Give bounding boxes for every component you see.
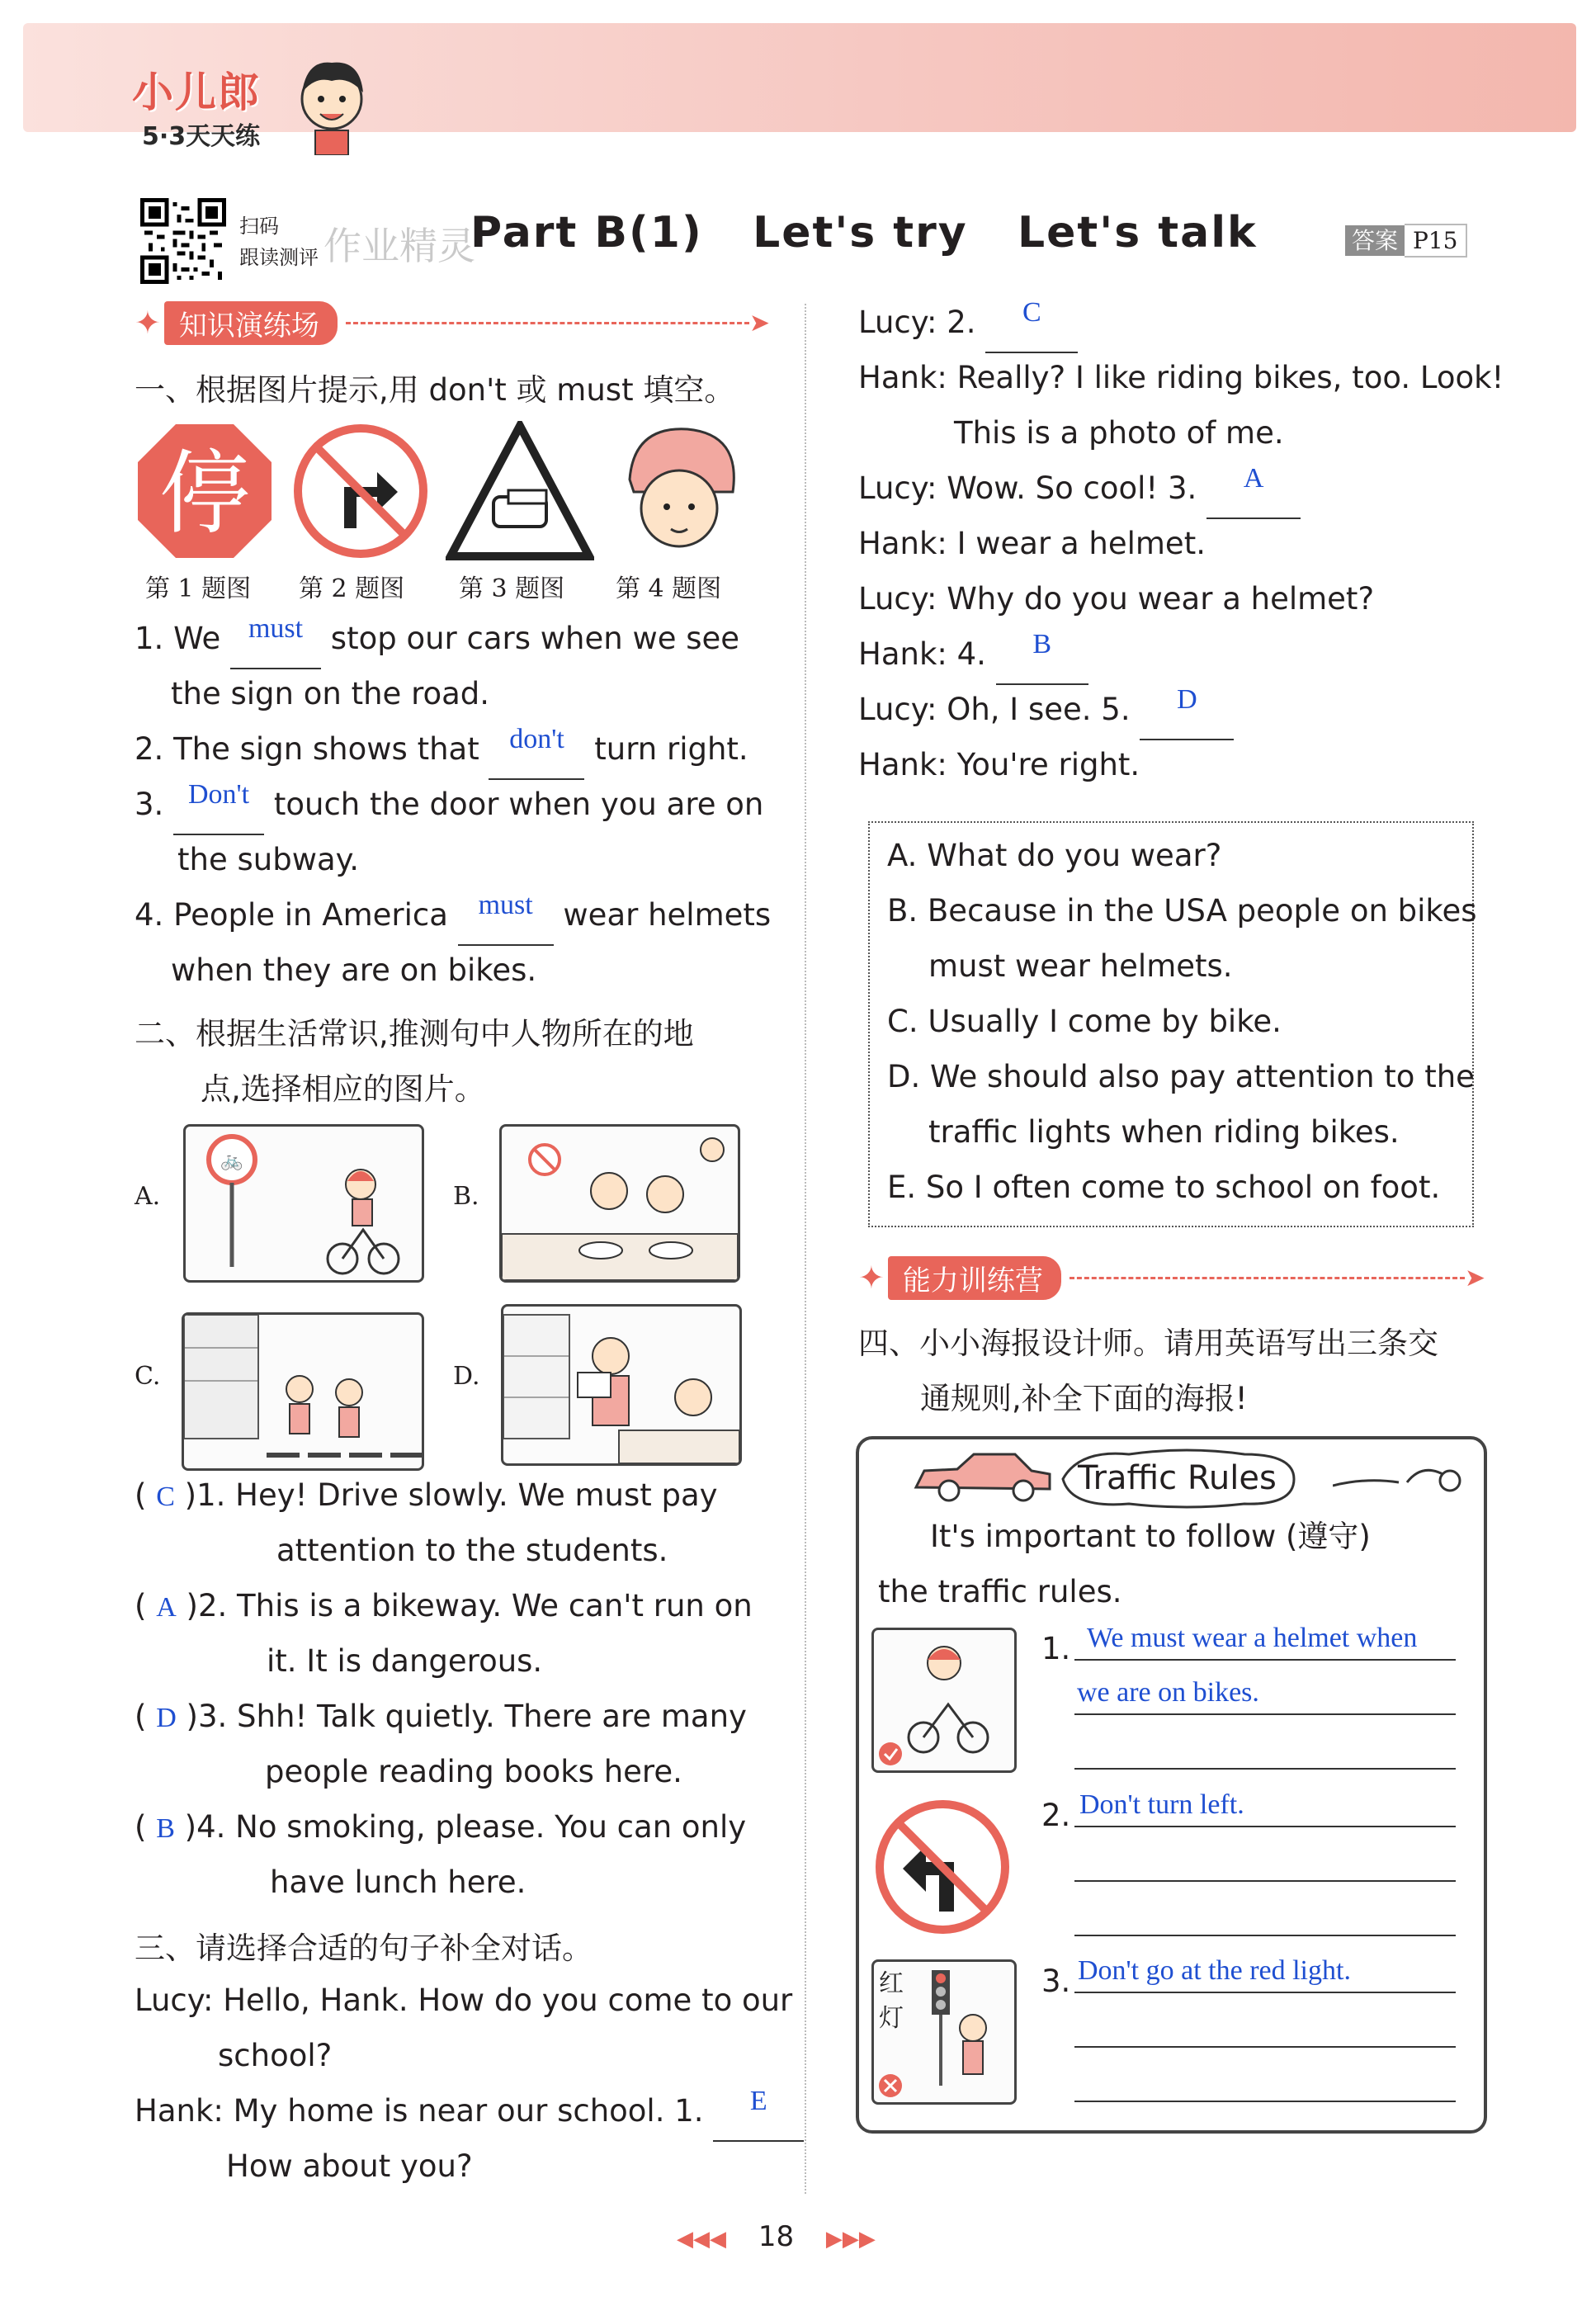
dialog-line-lucy-4: Lucy: Why do you wear a helmet? xyxy=(858,581,1375,617)
blank-4[interactable]: must xyxy=(458,887,554,946)
q2-item-3: ( D )3. Shh! Talk quietly. There are many xyxy=(135,1699,747,1734)
scan-line-2: 跟读测评 xyxy=(239,246,319,269)
q2-title: 二、根据生活常识,推测句中人物所在的地 xyxy=(135,1016,694,1052)
rule-1-picture xyxy=(871,1628,1017,1773)
arrow-right-icon: ➤ xyxy=(748,308,770,338)
blank-1[interactable]: must xyxy=(230,611,321,669)
pic-label-b: B. xyxy=(453,1182,479,1211)
blank-2[interactable]: don't xyxy=(489,721,584,780)
q2-item-1: ( C )1. Hey! Drive slowly. We must pay xyxy=(135,1477,718,1513)
caption-pic-2: 第 2 题图 xyxy=(299,574,405,603)
q1-item-2: 2. The sign shows that don't turn right. xyxy=(135,721,748,780)
column-divider xyxy=(805,304,806,2194)
page-footer xyxy=(677,2220,876,2253)
dialog-line-lucy-3: Lucy: Wow. So cool! 3. A xyxy=(858,461,1301,519)
car-icon xyxy=(908,1446,1056,1504)
option-c: C. Usually I come by bike. xyxy=(887,1004,1282,1039)
poster-intro-cont: the traffic rules. xyxy=(878,1574,1122,1609)
svg-text:停: 停 xyxy=(159,441,250,546)
rule-1-line-3 xyxy=(1074,1768,1456,1770)
blank-3[interactable]: Don't xyxy=(173,777,264,835)
rule-1-line-2 xyxy=(1074,1713,1456,1715)
svg-text:🚲: 🚲 xyxy=(220,1151,243,1171)
helmet-kid-icon xyxy=(609,418,749,563)
dialog-blank-2[interactable]: C xyxy=(985,295,1078,353)
page-number: 18 xyxy=(758,2220,795,2253)
mascot-boy-icon xyxy=(290,51,373,155)
rule-3-line-2 xyxy=(1074,2046,1456,2048)
warning-hand-sign-icon xyxy=(446,421,594,561)
dialog-line-hank-5: Hank: You're right. xyxy=(858,747,1140,782)
page-title: Part B(1) Let's try Let's talk xyxy=(470,208,1258,258)
q3-title: 三、请选择合适的句子补全对话。 xyxy=(135,1931,593,1966)
scan-prompt[interactable] xyxy=(239,210,319,273)
dialog-blank-4[interactable]: B xyxy=(996,626,1088,685)
q2-item-4-cont: have lunch here. xyxy=(270,1864,526,1900)
brand-logo: 小儿郎 xyxy=(132,69,261,116)
dialog-line-lucy-5: Lucy: Oh, I see. 5. D xyxy=(858,682,1234,740)
pic-d-library xyxy=(501,1304,742,1466)
brand-subtitle: 5·3天天练 xyxy=(142,122,261,151)
qr-code-icon[interactable] xyxy=(140,198,226,284)
q2-answer-2[interactable]: A xyxy=(156,1592,177,1623)
q2-item-1-cont: attention to the students. xyxy=(276,1533,668,1568)
dialog-line-hank-4: Hank: 4. B xyxy=(858,626,1088,685)
q2-answer-3[interactable]: D xyxy=(156,1703,177,1733)
rule-2-number: 2. xyxy=(1041,1798,1071,1833)
option-b: B. Because in the USA people on bikes xyxy=(887,893,1477,929)
rule-3-picture xyxy=(871,1959,1017,2105)
option-d: D. We should also pay attention to the xyxy=(887,1059,1475,1094)
light-label-1: 红 xyxy=(879,1969,904,1998)
rule-1-text[interactable]: We must wear a helmet when xyxy=(1087,1623,1418,1653)
q1-item-3-cont: the subway. xyxy=(177,842,360,877)
q1-item-1-cont: the sign on the road. xyxy=(171,676,490,711)
option-a: A. What do you wear? xyxy=(887,838,1222,873)
q1-item-4: 4. People in America must wear helmets xyxy=(135,887,771,946)
dialog-line-hank-1: Hank: My home is near our school. 1. E xyxy=(135,2083,804,2142)
pic-label-d: D. xyxy=(453,1362,480,1391)
rule-2-line-1 xyxy=(1074,1826,1456,1827)
light-label-2: 灯 xyxy=(879,2004,904,2033)
no-left-turn-sign-icon xyxy=(871,1796,1013,1938)
caption-pic-4: 第 4 题图 xyxy=(616,574,722,603)
option-e: E. So I often come to school on foot. xyxy=(887,1170,1441,1205)
q1-title: 一、根据图片提示,用 don't 或 must 填空。 xyxy=(135,372,735,408)
pic-label-a: A. xyxy=(135,1182,161,1211)
arrow-right-icon: ➤ xyxy=(1464,1263,1485,1293)
rule-3-line-1 xyxy=(1074,1992,1456,1993)
q4-title: 四、小小海报设计师。请用英语写出三条交 xyxy=(858,1326,1438,1361)
rule-3-number: 3. xyxy=(1041,1964,1071,1999)
pic-c-school-crossing xyxy=(182,1312,424,1471)
next-page-arrows-icon: ▶▶▶ xyxy=(825,2227,876,2252)
dialog-line-lucy-2: Lucy: 2. C xyxy=(858,295,1078,353)
dialog-blank-3[interactable]: A xyxy=(1206,461,1301,519)
dialog-line-lucy-1-cont: school? xyxy=(218,2038,333,2073)
smoke-puff-icon xyxy=(1333,1453,1465,1502)
q1-item-4-cont: when they are on bikes. xyxy=(171,952,537,988)
watermark: 作业精灵 xyxy=(323,224,475,268)
poster-title: Traffic Rules xyxy=(1078,1459,1277,1497)
poster-intro: It's important to follow (遵守) xyxy=(930,1519,1371,1554)
rule-3-text[interactable]: Don't go at the red light. xyxy=(1078,1955,1351,1986)
q4-title-cont: 通规则,补全下面的海报! xyxy=(920,1381,1248,1416)
q2-answer-4[interactable]: B xyxy=(156,1813,175,1844)
pic-b-canteen xyxy=(499,1124,740,1283)
caption-pic-1: 第 1 题图 xyxy=(145,574,252,603)
option-d-cont: traffic lights when riding bikes. xyxy=(928,1114,1400,1150)
dialog-line-lucy-1: Lucy: Hello, Hank. How do you come to our xyxy=(135,1983,793,2018)
q2-item-4: ( B )4. No smoking, please. You can only xyxy=(135,1809,747,1845)
rule-3-line-3 xyxy=(1074,2101,1456,2102)
rule-2-line-2 xyxy=(1074,1880,1456,1882)
q2-item-3-cont: people reading books here. xyxy=(265,1754,682,1789)
sparkle-icon: ✦ xyxy=(135,305,161,341)
dialog-blank-5[interactable]: D xyxy=(1140,682,1234,740)
q2-title-cont: 点,选择相应的图片。 xyxy=(201,1071,485,1107)
pic-label-c: C. xyxy=(135,1362,161,1391)
option-b-cont: must wear helmets. xyxy=(928,948,1233,984)
section-tag-ability: ✦ 能力训练营 ➤ xyxy=(858,1259,1485,1297)
q1-item-3: 3. Don't touch the door when you are on xyxy=(135,777,763,835)
dialog-blank-1[interactable]: E xyxy=(713,2083,804,2142)
q2-answer-1[interactable]: C xyxy=(156,1482,175,1512)
prev-page-arrows-icon: ◀◀◀ xyxy=(677,2227,726,2252)
rule-1-number: 1. xyxy=(1041,1631,1071,1666)
q1-item-1: 1. We must stop our cars when we see xyxy=(135,611,770,669)
pic-a-bikeway xyxy=(183,1124,424,1283)
dialog-line-hank-2: Hank: Really? I like riding bikes, too. Look! xyxy=(858,360,1504,395)
stop-sign-icon xyxy=(135,421,275,561)
dialog-line-hank-1-cont: How about you? xyxy=(226,2148,473,2184)
scan-line-1: 扫码 xyxy=(239,215,279,238)
sparkle-icon: ✦ xyxy=(858,1259,885,1296)
rule-2-line-3 xyxy=(1074,1935,1456,1936)
caption-pic-3: 第 3 题图 xyxy=(459,574,565,603)
dialog-line-hank-3: Hank: I wear a helmet. xyxy=(858,526,1206,561)
q2-item-2-cont: it. It is dangerous. xyxy=(267,1643,543,1679)
no-right-turn-sign-icon xyxy=(290,421,431,561)
q2-item-2: ( A )2. This is a bikeway. We can't run on xyxy=(135,1588,753,1623)
answer-page-tag: 答案 P15 xyxy=(1345,223,1467,256)
dialog-line-hank-2-cont: This is a photo of me. xyxy=(954,415,1284,451)
rule-2-text[interactable]: Don't turn left. xyxy=(1079,1789,1244,1820)
rule-1-line-1 xyxy=(1074,1659,1456,1661)
rule-1-text-cont[interactable]: we are on bikes. xyxy=(1077,1677,1259,1708)
section-tag-practice: ✦ 知识演练场 ➤ xyxy=(135,304,770,342)
